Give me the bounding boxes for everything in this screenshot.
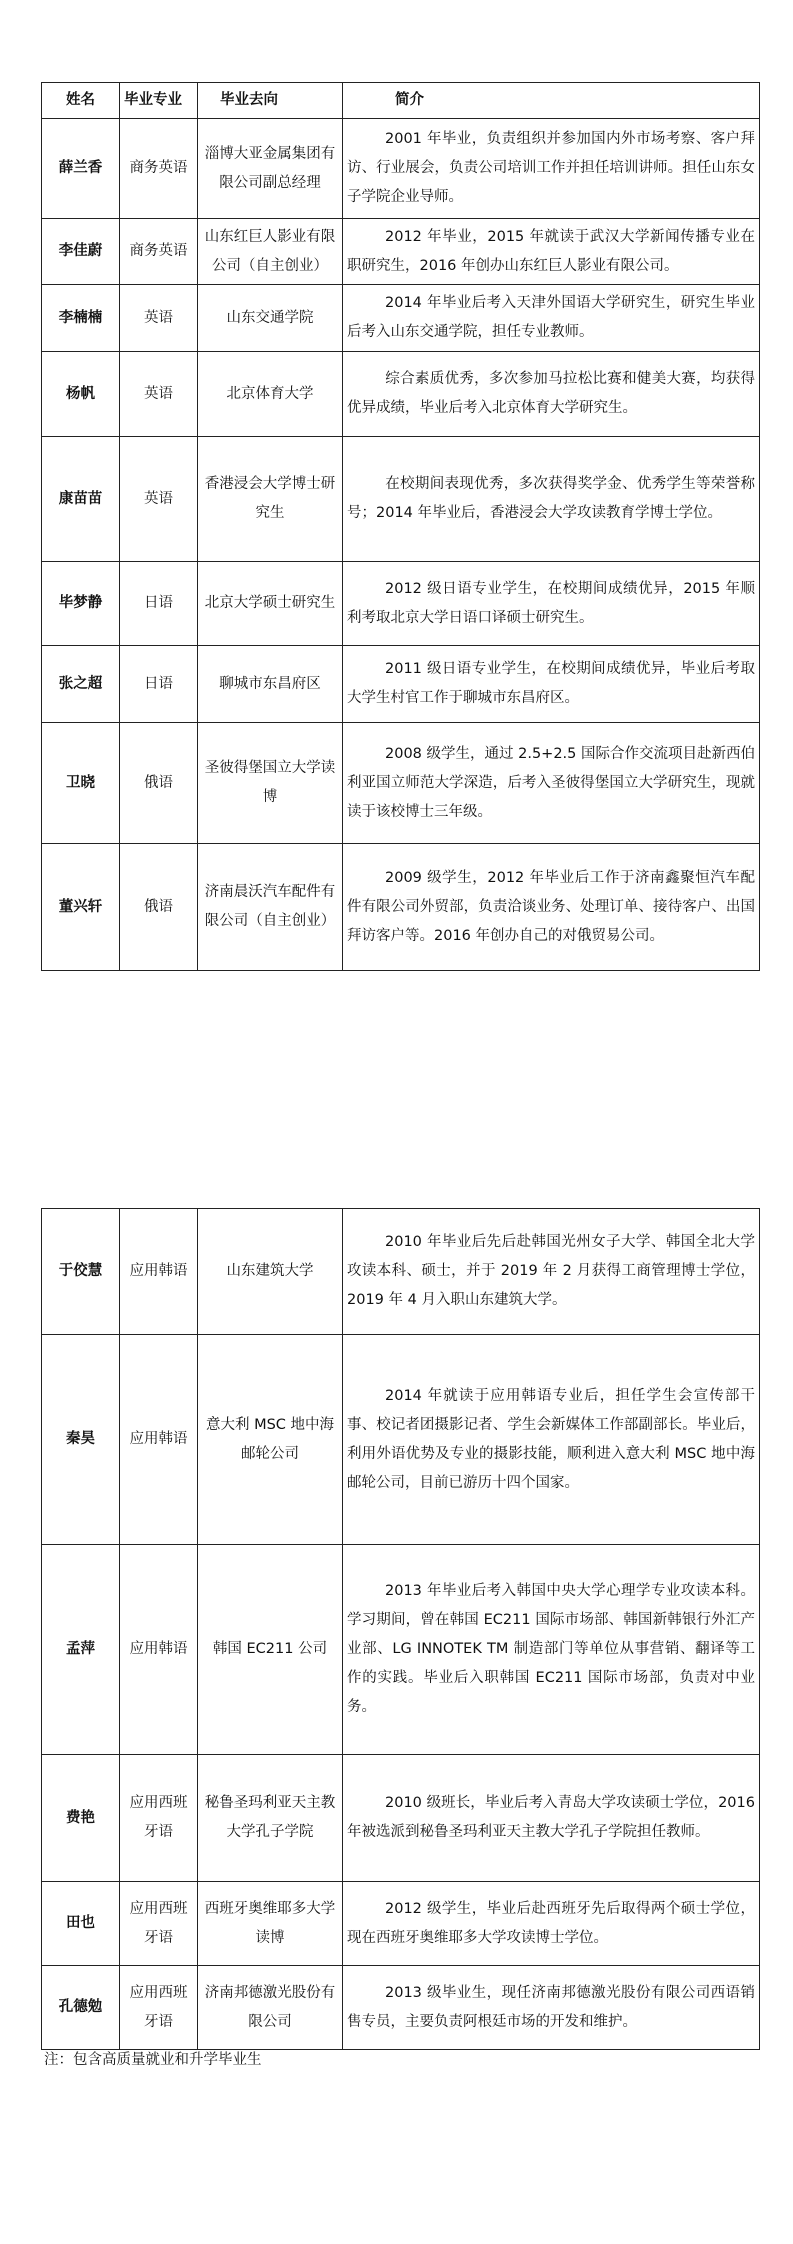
alumni-name: 费艳 xyxy=(42,1755,120,1882)
alumni-name: 董兴轩 xyxy=(42,844,120,971)
alumni-destination: 圣彼得堡国立大学读博 xyxy=(198,723,343,844)
alumni-name: 田也 xyxy=(42,1882,120,1966)
header-row xyxy=(42,83,760,119)
table-row xyxy=(42,219,760,285)
alumni-major: 日语 xyxy=(120,646,198,723)
alumni-destination: 淄博大亚金属集团有限公司副总经理 xyxy=(198,119,343,219)
alumni-name: 李楠楠 xyxy=(42,285,120,352)
alumni-intro: 2013 年毕业后考入韩国中央大学心理学专业攻读本科。学习期间，曾在韩国 EC211 国际市场部、韩国新韩银行外汇产业部、LG INNOTEK TM 制造部门等单位从事营销、翻译等工作的实践。毕业后入职韩国 EC211 国际市场部，负责对中业务。 xyxy=(343,1545,760,1755)
table-row xyxy=(42,437,760,562)
alumni-destination: 西班牙奥维耶多大学读博 xyxy=(198,1882,343,1966)
header-name: 姓名 xyxy=(42,83,120,119)
alumni-destination: 济南邦德激光股份有限公司 xyxy=(198,1966,343,2050)
alumni-major: 英语 xyxy=(120,437,198,562)
alumni-major: 应用西班牙语 xyxy=(120,1882,198,1966)
alumni-name: 于佼慧 xyxy=(42,1209,120,1335)
alumni-name: 张之超 xyxy=(42,646,120,723)
alumni-intro: 2011 级日语专业学生，在校期间成绩优异，毕业后考取大学生村官工作于聊城市东昌府区。 xyxy=(343,646,760,723)
alumni-intro: 在校期间表现优秀，多次获得奖学金、优秀学生等荣誉称号；2014 年毕业后，香港浸会大学攻读教育学博士学位。 xyxy=(343,437,760,562)
alumni-name: 李佳蔚 xyxy=(42,219,120,285)
header-destination: 毕业去向 xyxy=(198,83,343,119)
alumni-major: 英语 xyxy=(120,285,198,352)
table-row xyxy=(42,646,760,723)
header-major: 毕业专业 xyxy=(120,83,198,119)
table-row xyxy=(42,119,760,219)
alumni-name: 秦昊 xyxy=(42,1335,120,1545)
alumni-destination: 山东建筑大学 xyxy=(198,1209,343,1335)
alumni-table-1 xyxy=(41,82,760,971)
alumni-major: 应用西班牙语 xyxy=(120,1966,198,2050)
alumni-intro: 2012 级学生，毕业后赴西班牙先后取得两个硕士学位，现在西班牙奥维耶多大学攻读博士学位。 xyxy=(343,1882,760,1966)
table-row xyxy=(42,1966,760,2050)
alumni-major: 俄语 xyxy=(120,844,198,971)
alumni-table-2 xyxy=(41,1208,760,2050)
alumni-intro: 综合素质优秀，多次参加马拉松比赛和健美大赛，均获得优异成绩，毕业后考入北京体育大学研究生。 xyxy=(343,352,760,437)
alumni-name: 康苗苗 xyxy=(42,437,120,562)
alumni-name: 薛兰香 xyxy=(42,119,120,219)
table-row xyxy=(42,723,760,844)
table-row xyxy=(42,1755,760,1882)
alumni-major: 应用韩语 xyxy=(120,1335,198,1545)
alumni-name: 孔德勉 xyxy=(42,1966,120,2050)
alumni-major: 日语 xyxy=(120,562,198,646)
alumni-intro: 2008 级学生，通过 2.5+2.5 国际合作交流项目赴新西伯利亚国立师范大学深造，后考入圣彼得堡国立大学研究生，现就读于该校博士三年级。 xyxy=(343,723,760,844)
alumni-destination: 济南晨沃汽车配件有限公司（自主创业） xyxy=(198,844,343,971)
alumni-major: 商务英语 xyxy=(120,219,198,285)
alumni-intro: 2009 级学生，2012 年毕业后工作于济南鑫聚恒汽车配件有限公司外贸部，负责洽谈业务、处理订单、接待客户、出国拜访客户等。2016 年创办自己的对俄贸易公司。 xyxy=(343,844,760,971)
alumni-destination: 北京大学硕士研究生 xyxy=(198,562,343,646)
alumni-destination: 韩国 EC211 公司 xyxy=(198,1545,343,1755)
table-row xyxy=(42,562,760,646)
alumni-destination: 山东红巨人影业有限公司（自主创业） xyxy=(198,219,343,285)
alumni-major: 俄语 xyxy=(120,723,198,844)
alumni-destination: 聊城市东昌府区 xyxy=(198,646,343,723)
alumni-destination: 香港浸会大学博士研究生 xyxy=(198,437,343,562)
header-intro: 简介 xyxy=(343,83,760,119)
alumni-intro: 2001 年毕业，负责组织并参加国内外市场考察、客户拜访、行业展会，负责公司培训工作并担任培训讲师。担任山东女子学院企业导师。 xyxy=(343,119,760,219)
footnote: 注：包含高质量就业和升学毕业生 xyxy=(44,2052,262,2068)
alumni-name: 毕梦静 xyxy=(42,562,120,646)
alumni-major: 应用韩语 xyxy=(120,1209,198,1335)
alumni-major: 应用西班牙语 xyxy=(120,1755,198,1882)
alumni-destination: 北京体育大学 xyxy=(198,352,343,437)
alumni-intro: 2014 年就读于应用韩语专业后，担任学生会宣传部干事、校记者团摄影记者、学生会新媒体工作部副部长。毕业后，利用外语优势及专业的摄影技能，顺利进入意大利 MSC 地中海邮轮公司，目前已游历十四个国家。 xyxy=(343,1335,760,1545)
alumni-name: 杨帆 xyxy=(42,352,120,437)
alumni-major: 英语 xyxy=(120,352,198,437)
alumni-name: 孟萍 xyxy=(42,1545,120,1755)
alumni-intro: 2014 年毕业后考入天津外国语大学研究生，研究生毕业后考入山东交通学院，担任专业教师。 xyxy=(343,285,760,352)
alumni-intro: 2010 级班长，毕业后考入青岛大学攻读硕士学位，2016 年被选派到秘鲁圣玛利亚天主教大学孔子学院担任教师。 xyxy=(343,1755,760,1882)
table-row xyxy=(42,1545,760,1755)
table-row xyxy=(42,1335,760,1545)
table-row xyxy=(42,352,760,437)
alumni-destination: 山东交通学院 xyxy=(198,285,343,352)
table-row xyxy=(42,285,760,352)
alumni-destination: 秘鲁圣玛利亚天主教大学孔子学院 xyxy=(198,1755,343,1882)
alumni-major: 商务英语 xyxy=(120,119,198,219)
alumni-intro: 2013 级毕业生，现任济南邦德激光股份有限公司西语销售专员，主要负责阿根廷市场的开发和维护。 xyxy=(343,1966,760,2050)
alumni-intro: 2012 级日语专业学生，在校期间成绩优异，2015 年顺利考取北京大学日语口译硕士研究生。 xyxy=(343,562,760,646)
table-row xyxy=(42,1882,760,1966)
alumni-intro: 2010 年毕业后先后赴韩国光州女子大学、韩国全北大学攻读本科、硕士，并于 2019 年 2 月获得工商管理博士学位，2019 年 4 月入职山东建筑大学。 xyxy=(343,1209,760,1335)
table-row xyxy=(42,844,760,971)
table-row xyxy=(42,1209,760,1335)
alumni-major: 应用韩语 xyxy=(120,1545,198,1755)
alumni-intro: 2012 年毕业，2015 年就读于武汉大学新闻传播专业在职研究生，2016 年创办山东红巨人影业有限公司。 xyxy=(343,219,760,285)
alumni-destination: 意大利 MSC 地中海邮轮公司 xyxy=(198,1335,343,1545)
alumni-name: 卫晓 xyxy=(42,723,120,844)
